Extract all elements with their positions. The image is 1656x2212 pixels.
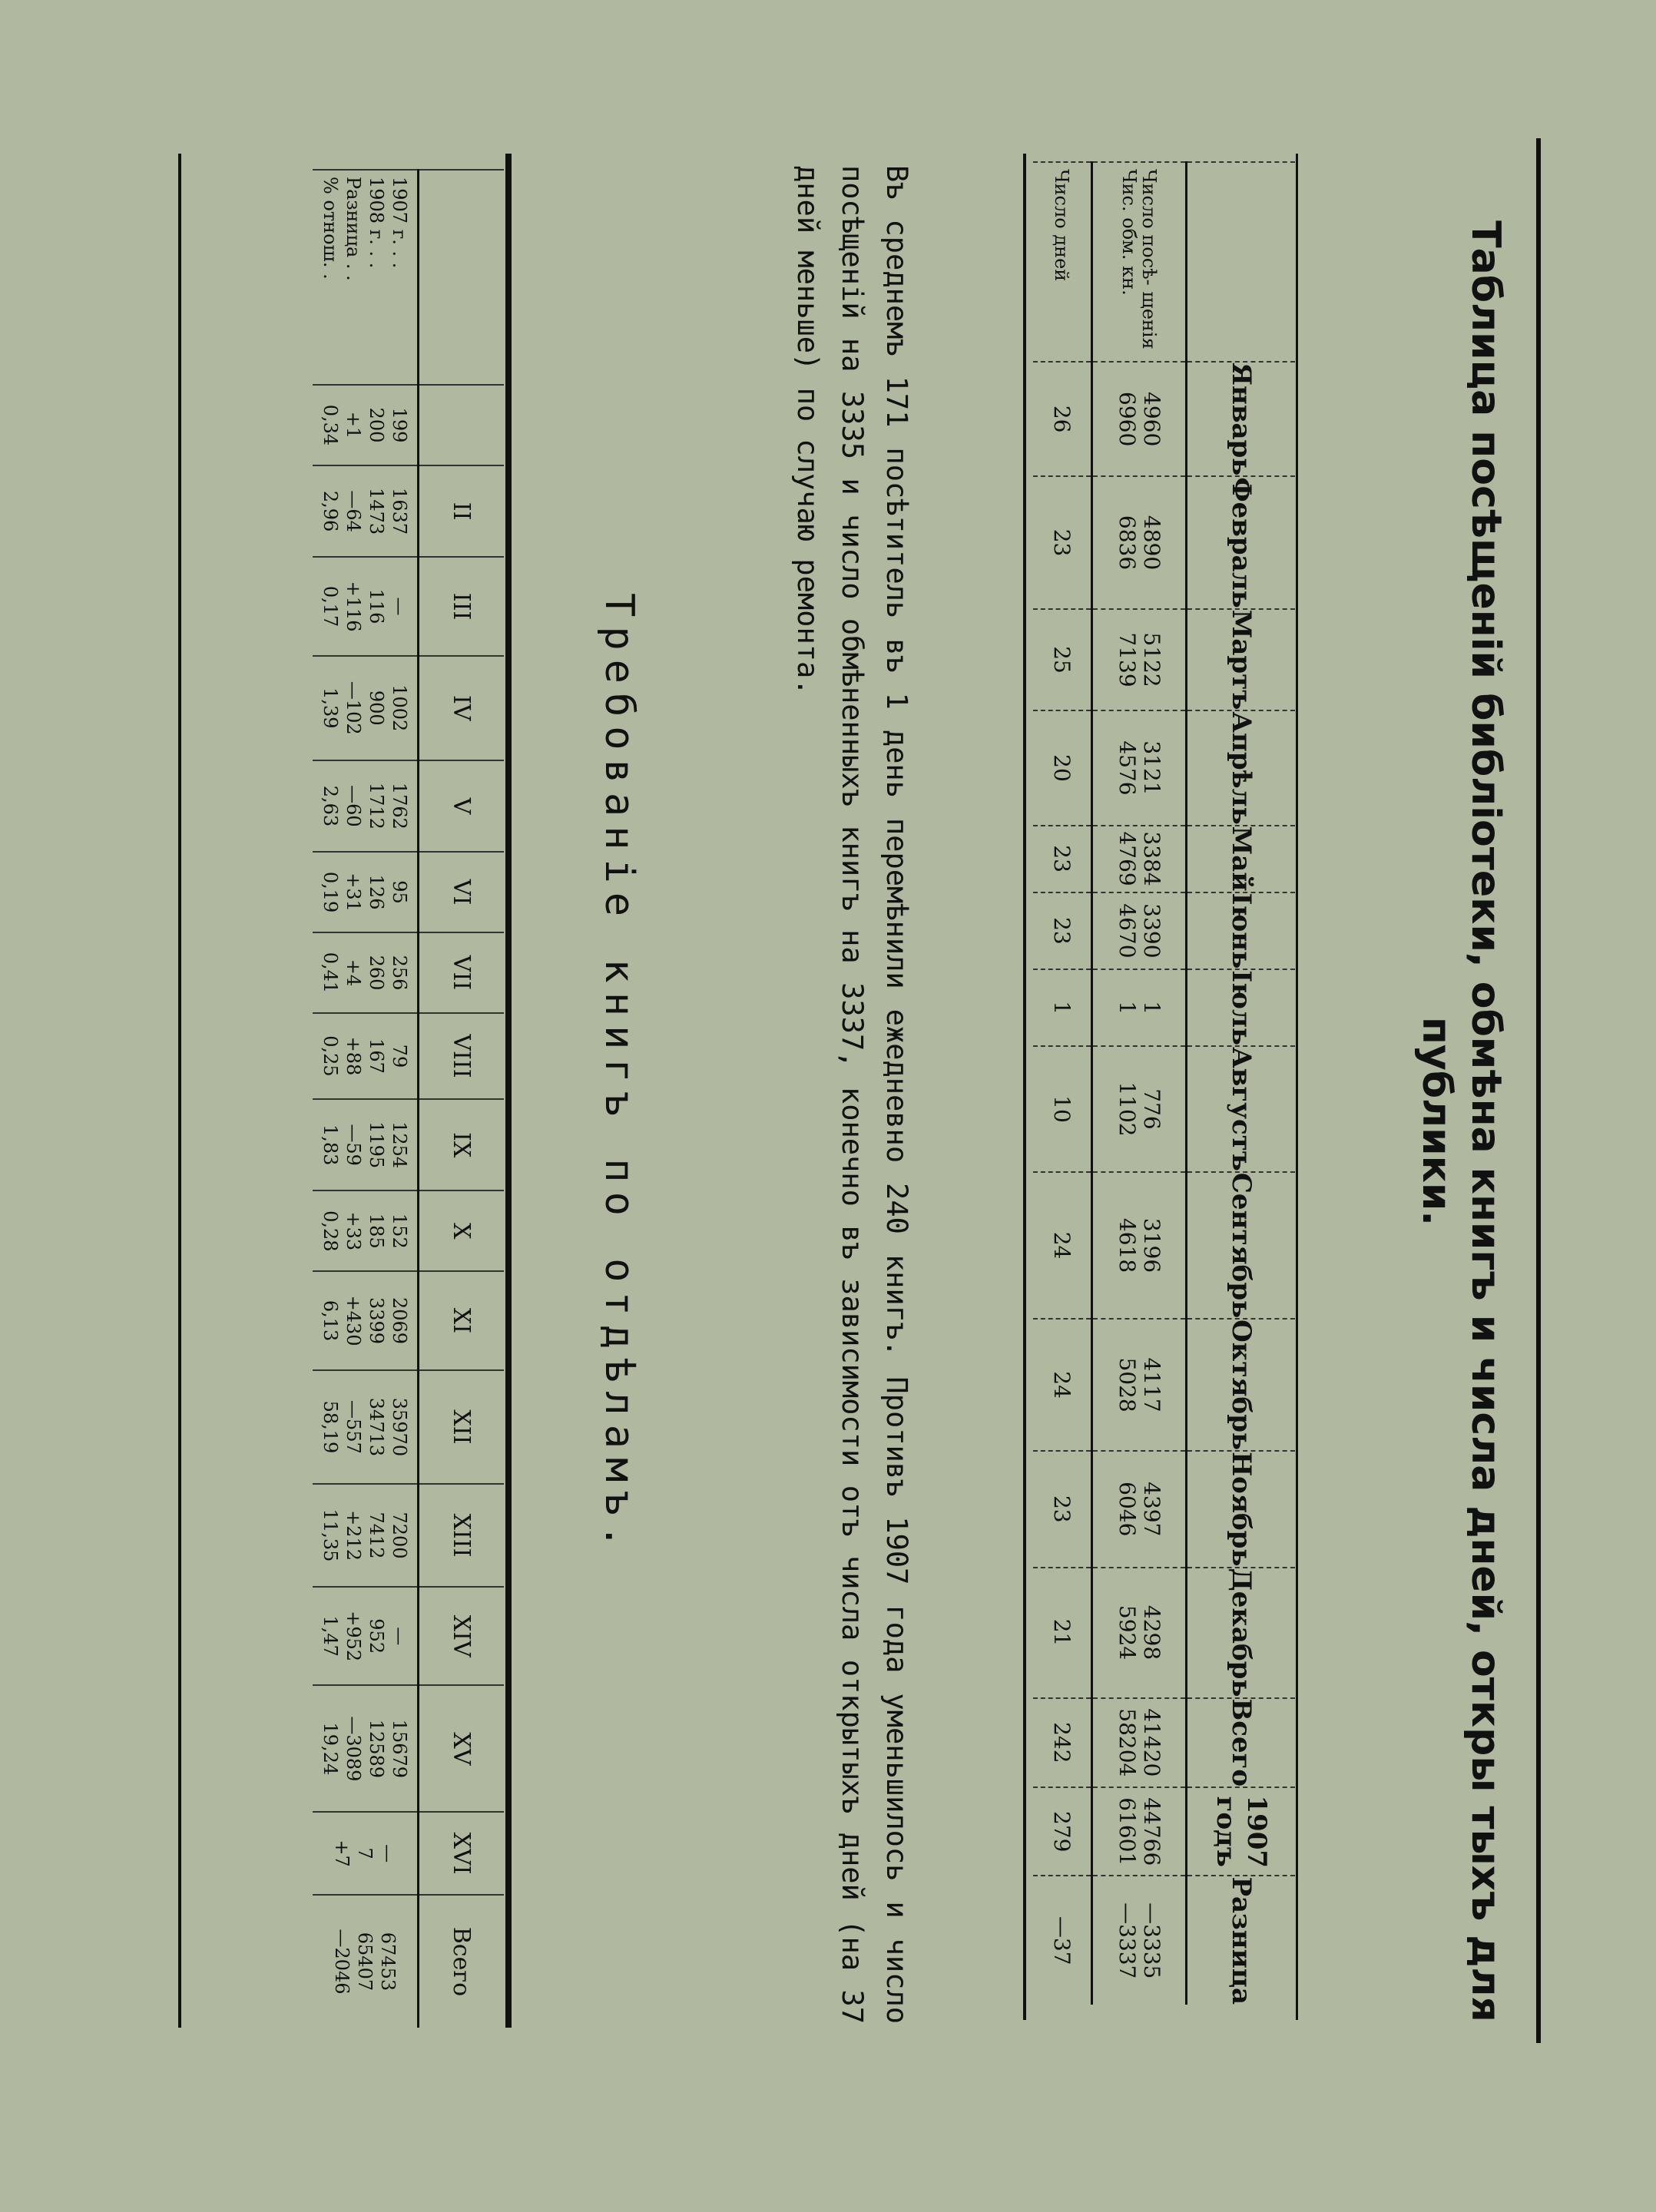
row-labels: 1907 г. . . 1908 г. . . Разница . . % отнош. .	[313, 170, 419, 385]
page-title: Таблица посѣщеній библіотеки, обмѣна книгъ и числа дней, откры тыхъ для публики.	[1413, 220, 1509, 2022]
table-cell: 256 260 +4 0,41	[313, 932, 419, 1013]
table1-header-row	[1187, 162, 1296, 2005]
table-cell: 7200 7412 +212 11,35	[313, 1484, 419, 1587]
table1-col-header: Апрѣль	[1187, 710, 1296, 825]
section-subtitle: Требованіе книгъ по отдѣламъ.	[596, 593, 642, 1558]
table-cell: 3121 4576	[1092, 710, 1187, 825]
table1-corner	[1187, 162, 1296, 362]
table-cell: 23	[1033, 826, 1092, 892]
table-cell: 35970 34713 —557 58,19	[313, 1370, 419, 1484]
table2-col-header: V	[419, 760, 505, 852]
table-cell: —37	[1033, 1876, 1092, 2005]
table1-col-header: Октябрь	[1187, 1319, 1296, 1451]
table1-col-header: Разница	[1187, 1876, 1296, 2005]
table2-row	[313, 170, 419, 2028]
table1-col-header: Всего	[1187, 1698, 1296, 1788]
table2-col-header: X	[419, 1190, 505, 1271]
department-requests-table	[313, 169, 504, 2028]
table-cell: 1254 1195 —59 1,83	[313, 1099, 419, 1190]
table-cell: 21	[1033, 1568, 1092, 1698]
row-label-exchanges: Чис. обм. кн.	[1118, 169, 1140, 296]
table2-corner	[419, 170, 505, 385]
row-label	[1092, 162, 1187, 362]
row-label-visits: Число посѣ- щенія	[1138, 169, 1160, 349]
table-cell: 2069 3399 +430 6,13	[313, 1271, 419, 1370]
table-cell: 199 200 +1 0,34	[313, 385, 419, 465]
table1-col-header: Іюль	[1187, 969, 1296, 1046]
table1-col-header: Сентябрь	[1187, 1172, 1296, 1319]
table-cell: 10	[1033, 1046, 1092, 1172]
top-rule	[1536, 138, 1541, 2043]
table-cell: 242	[1033, 1698, 1092, 1788]
table2-col-header: XV	[419, 1685, 505, 1812]
table2-col-header: VII	[419, 932, 505, 1013]
table-cell: 24	[1033, 1319, 1092, 1451]
table2-col-header: XVI	[419, 1812, 505, 1895]
table2-col-header: XII	[419, 1370, 505, 1484]
table-cell: 24	[1033, 1172, 1092, 1319]
table-cell: 95 126 +31 0,19	[313, 852, 419, 932]
table1-col-header: Ноябрь	[1187, 1451, 1296, 1567]
table1-col-header: Май	[1187, 826, 1296, 892]
table1-top-rule	[1296, 154, 1298, 2020]
table2-col-header	[419, 385, 505, 465]
table2-col-header: IV	[419, 656, 505, 760]
table-cell: 25	[1033, 609, 1092, 711]
table1-row-days	[1033, 162, 1092, 2005]
table-cell: 5122 7139	[1092, 609, 1187, 711]
table2-top-rule	[505, 154, 512, 2028]
table-cell: 1762 1712 —60 2,63	[313, 760, 419, 852]
table-cell: — 116 +116 0,17	[313, 557, 419, 656]
summary-paragraph: Въ среднемъ 171 посѣтитель въ 1 день перемѣнили ежедневно 240 книгъ. Противъ 1907 года уменьшилось и число посѣщеній на 3335 и число обмѣненныхъ книгъ на 3337, конечно въ зависимости отъ числа открытыхъ дней (на 37 дней меньше) по случаю ремонта.	[791, 165, 913, 2024]
table-cell: 67453 65407 —2046	[313, 1895, 419, 2028]
table2-header-row	[419, 170, 505, 2028]
table-cell: 152 185 +33 0,28	[313, 1190, 419, 1271]
table1-bottom-rule	[1023, 154, 1026, 2020]
monthly-visits-table	[1033, 161, 1295, 2005]
table-cell: 1002 900 —102 1,39	[313, 656, 419, 760]
table-cell: 279	[1033, 1787, 1092, 1876]
table2-col-header: VI	[419, 852, 505, 932]
table-cell: 26	[1033, 362, 1092, 476]
table-cell: 4117 5028	[1092, 1319, 1187, 1451]
table-cell: 776 1102	[1092, 1046, 1187, 1172]
table-cell: 1	[1033, 969, 1092, 1046]
table1-col-header: Мартъ	[1187, 609, 1296, 711]
table1-col-header: Августъ	[1187, 1046, 1296, 1172]
table-cell: 41420 58204	[1092, 1698, 1187, 1788]
table-cell: 3384 4769	[1092, 826, 1187, 892]
table-cell: 3196 4618	[1092, 1172, 1187, 1319]
table1-col-header: Декабрь	[1187, 1568, 1296, 1698]
table1-col-header: Январь	[1187, 362, 1296, 476]
table-cell: 4960 6960	[1092, 362, 1187, 476]
table2-col-header: II	[419, 465, 505, 557]
table-cell: 15679 12589 —3089 19,24	[313, 1685, 419, 1812]
table-cell: 1637 1473 —64 2,96	[313, 465, 419, 557]
table-cell: —3335 —3337	[1092, 1876, 1187, 2005]
table-cell: — 7 +7	[313, 1812, 419, 1895]
table-cell: 23	[1033, 1451, 1092, 1567]
table-cell: 1 1	[1092, 969, 1187, 1046]
table-cell: 4397 6046	[1092, 1451, 1187, 1567]
table-cell: 3390 4670	[1092, 892, 1187, 970]
table1-col-header: Іюнь	[1187, 892, 1296, 970]
table2-col-header: XIII	[419, 1484, 505, 1587]
table-cell: 4298 5924	[1092, 1568, 1187, 1698]
table-cell: 44766 61601	[1092, 1787, 1187, 1876]
table2-col-header: Всего	[419, 1895, 505, 2028]
table2-col-header: VIII	[419, 1013, 505, 1099]
table-cell: 23	[1033, 892, 1092, 970]
table-cell: 4890 6836	[1092, 476, 1187, 608]
table-cell: 79 167 +88 0,25	[313, 1013, 419, 1099]
table1-row-visits	[1092, 162, 1187, 2005]
table1-col-header: 1907 годъ	[1187, 1787, 1296, 1876]
table-cell: — 952 +952 1,47	[313, 1587, 419, 1686]
table-cell: 23	[1033, 476, 1092, 608]
table-cell: 20	[1033, 710, 1092, 825]
table2-col-header: XI	[419, 1271, 505, 1370]
table2-col-header: XIV	[419, 1587, 505, 1686]
row-label-days: Число дней	[1033, 162, 1092, 362]
table2-col-header: IX	[419, 1099, 505, 1190]
table1-col-header: Февраль	[1187, 476, 1296, 608]
table2-col-header: III	[419, 557, 505, 656]
table2-bottom-rule	[178, 154, 181, 2028]
